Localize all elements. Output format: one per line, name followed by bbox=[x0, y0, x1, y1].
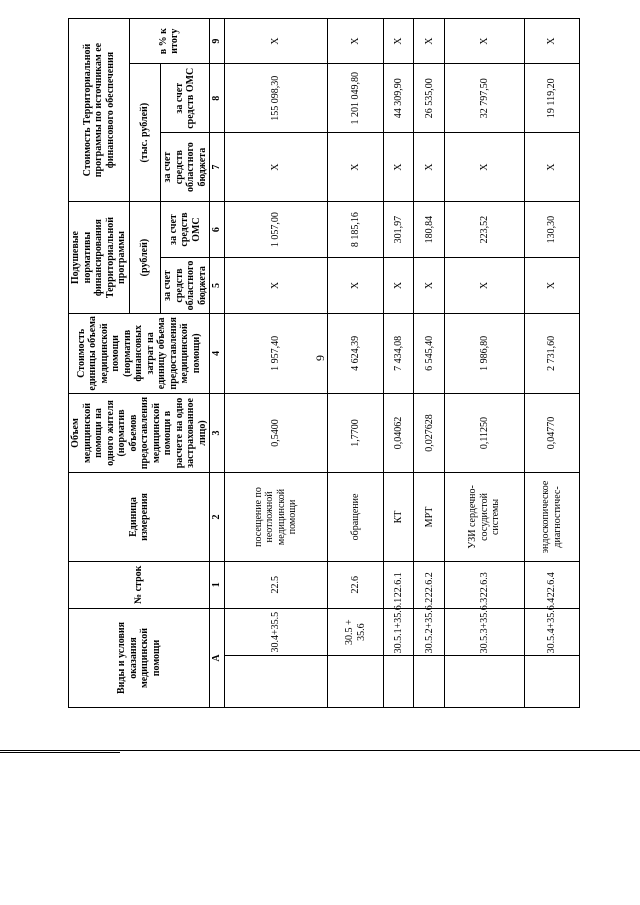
row-ref: 30.5.2+35.6.2 bbox=[414, 608, 445, 655]
row-blank bbox=[445, 656, 525, 708]
row-pct: X bbox=[445, 19, 525, 64]
row-n-oms: 8 185,16 bbox=[328, 202, 383, 258]
row-n-oms: 130,30 bbox=[524, 202, 579, 258]
row-c-oms: 44 309,90 bbox=[383, 64, 414, 133]
row-unit: УЗИ сердечно-сосудистой системы bbox=[445, 473, 525, 561]
row-pct: X bbox=[414, 19, 445, 64]
row-line: 22.6.1 bbox=[383, 561, 414, 608]
row-n-budget: X bbox=[383, 258, 414, 314]
row-cost: 1 957,40 bbox=[224, 314, 328, 394]
row-ref: 30.5.1+35.6.1 bbox=[383, 608, 414, 655]
row-n-budget: X bbox=[224, 258, 328, 314]
row-cost: 7 434,08 bbox=[383, 314, 414, 394]
row-c-budget: X bbox=[328, 133, 383, 202]
row-n-budget: X bbox=[524, 258, 579, 314]
table-row bbox=[224, 19, 328, 708]
row-c-budget: X bbox=[224, 133, 328, 202]
row-ref: 30.5 + 35.6 bbox=[328, 608, 383, 655]
row-volume: 0,04770 bbox=[524, 393, 579, 473]
row-blank bbox=[328, 656, 383, 708]
row-unit: КТ bbox=[383, 473, 414, 561]
header-col-3: Объем медицинской помощи на одного жителя (норматив объемов предоставления медицинской помощи в расчете на одно застрахованное лицо) bbox=[69, 393, 210, 473]
header-group-norms: Подушевые нормативы финансирования Территориальной программы bbox=[69, 202, 130, 314]
row-c-budget: X bbox=[445, 133, 525, 202]
column-number-row bbox=[210, 19, 225, 708]
row-cost: 4 624,39 bbox=[328, 314, 383, 394]
col-number: А bbox=[210, 608, 225, 707]
header-cost-unit: (тыс. рублей) bbox=[129, 64, 161, 202]
row-line: 22.6.3 bbox=[445, 561, 525, 608]
rotated-table-container bbox=[68, 18, 563, 708]
header-col-1: № строк bbox=[69, 561, 210, 608]
row-line: 22.6.4 bbox=[524, 561, 579, 608]
row-pct: X bbox=[383, 19, 414, 64]
horizontal-rule-short bbox=[0, 752, 120, 753]
horizontal-rule bbox=[0, 750, 640, 751]
row-line: 22.6 bbox=[328, 561, 383, 608]
row-pct: X bbox=[328, 19, 383, 64]
row-unit: эндоскопическое диагностичес- bbox=[524, 473, 579, 561]
header-row-1 bbox=[69, 19, 130, 708]
col-number: 8 bbox=[210, 64, 225, 133]
row-n-oms: 223,52 bbox=[445, 202, 525, 258]
table-row bbox=[445, 19, 525, 708]
header-col-9: в % к итогу bbox=[129, 19, 210, 64]
row-volume: 0,5400 bbox=[224, 393, 328, 473]
row-c-budget: X bbox=[414, 133, 445, 202]
row-ref: 30.5.4+35.6.4 bbox=[524, 608, 579, 655]
row-line: 22.5 bbox=[224, 561, 328, 608]
row-cost: 1 986,80 bbox=[445, 314, 525, 394]
header-col-8: за счет средств ОМС bbox=[161, 64, 210, 133]
row-unit: посещение по неотложной медицинской помощи bbox=[224, 473, 328, 561]
row-volume: 0,04062 bbox=[383, 393, 414, 473]
row-c-budget: X bbox=[524, 133, 579, 202]
row-volume: 0,11250 bbox=[445, 393, 525, 473]
col-number: 6 bbox=[210, 202, 225, 258]
col-number: 2 bbox=[210, 473, 225, 561]
col-number: 7 bbox=[210, 133, 225, 202]
header-col-5: за счет средств областного бюджета bbox=[161, 258, 210, 314]
row-n-oms: 180,84 bbox=[414, 202, 445, 258]
row-cost: 2 731,60 bbox=[524, 314, 579, 394]
row-blank bbox=[414, 656, 445, 708]
header-col-2: Единица измерения bbox=[69, 473, 210, 561]
table-row bbox=[524, 19, 579, 708]
row-n-oms: 1 057,00 bbox=[224, 202, 328, 258]
row-blank bbox=[224, 656, 328, 708]
row-ref: 30.4+35.5 bbox=[224, 608, 328, 655]
header-col-a: Виды и условия оказания медицинской помощи bbox=[69, 608, 210, 707]
row-c-oms: 32 797,50 bbox=[445, 64, 525, 133]
row-unit: МРТ bbox=[414, 473, 445, 561]
row-cost: 6 545,40 bbox=[414, 314, 445, 394]
table-row bbox=[383, 19, 414, 708]
row-c-oms: 155 098,30 bbox=[224, 64, 328, 133]
col-number: 3 bbox=[210, 393, 225, 473]
header-norms-unit: (рублей) bbox=[129, 202, 161, 314]
row-blank bbox=[383, 656, 414, 708]
row-c-budget: X bbox=[383, 133, 414, 202]
row-blank bbox=[524, 656, 579, 708]
col-number: 9 bbox=[210, 19, 225, 64]
row-pct: X bbox=[524, 19, 579, 64]
col-number: 4 bbox=[210, 314, 225, 394]
header-group-cost: Стоимость Территориальной программы по источникам ее финансового обеспечения bbox=[69, 19, 130, 202]
row-n-budget: X bbox=[445, 258, 525, 314]
row-c-oms: 19 119,20 bbox=[524, 64, 579, 133]
row-line: 22.6.2 bbox=[414, 561, 445, 608]
row-c-oms: 26 535,00 bbox=[414, 64, 445, 133]
row-ref: 30.5.3+35.6.3 bbox=[445, 608, 525, 655]
row-n-oms: 301,97 bbox=[383, 202, 414, 258]
header-col-7: за счет средств областного бюджета bbox=[161, 133, 210, 202]
row-volume: 0,027628 bbox=[414, 393, 445, 473]
row-pct: X bbox=[224, 19, 328, 64]
col-number: 5 bbox=[210, 258, 225, 314]
table-row bbox=[328, 19, 383, 708]
table-row bbox=[414, 19, 445, 708]
row-c-oms: 1 201 049,80 bbox=[328, 64, 383, 133]
row-unit: обращение bbox=[328, 473, 383, 561]
col-number: 1 bbox=[210, 561, 225, 608]
row-n-budget: X bbox=[414, 258, 445, 314]
row-n-budget: X bbox=[328, 258, 383, 314]
page-number: 9 bbox=[313, 355, 327, 361]
funding-table bbox=[68, 18, 580, 708]
header-col-4: Стоимость единицы объема медицинской помощи (норматив финансовых затрат на единицу объема предоставления медицинской помощи) bbox=[69, 314, 210, 394]
row-volume: 1,7700 bbox=[328, 393, 383, 473]
header-col-6: за счет средств ОМС bbox=[161, 202, 210, 258]
